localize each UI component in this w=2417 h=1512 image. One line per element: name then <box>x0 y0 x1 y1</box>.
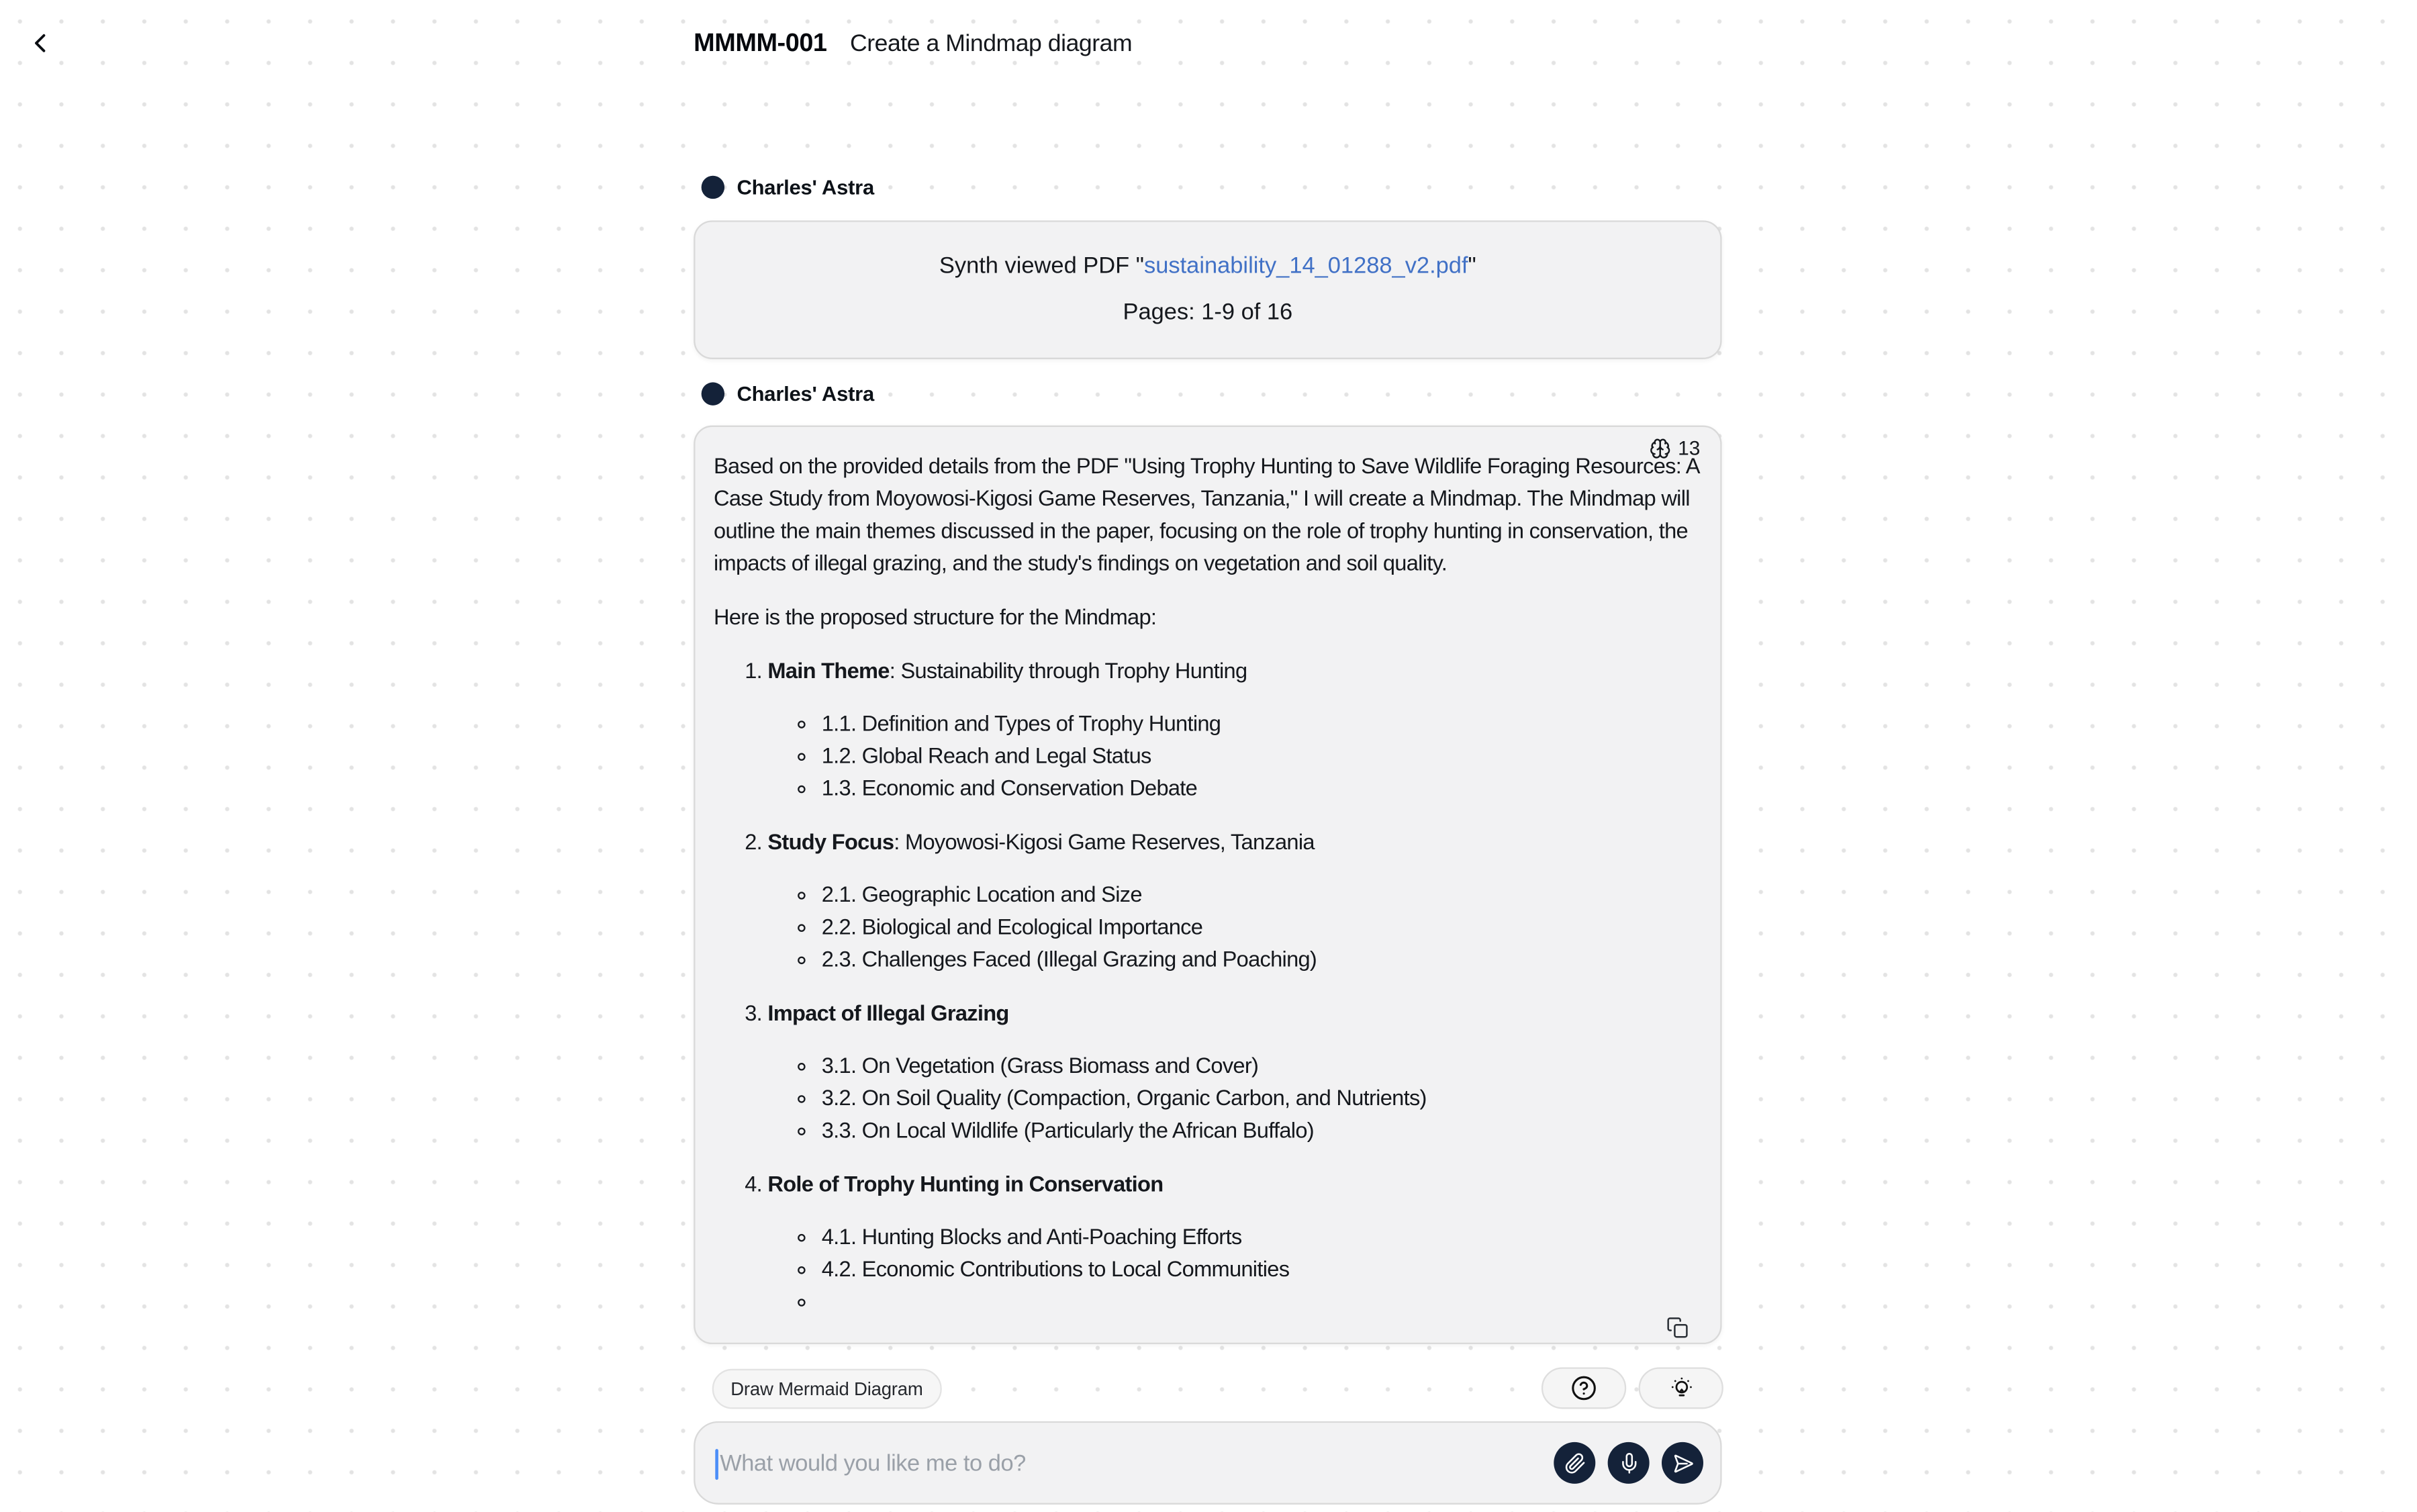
outline-subitem: ◦ 3.1. On Vegetation (Grass Biomass and Cover) <box>822 1051 1702 1084</box>
chevron-left-icon <box>25 28 62 58</box>
outline-subitem <box>822 1287 1702 1319</box>
outline-subitem: ◦ 3.2. On Soil Quality (Compaction, Organic Carbon, and Nutrients) <box>822 1084 1702 1116</box>
task-code: MMMM-001 <box>694 29 827 57</box>
pdf-link[interactable]: sustainability_14_01288_v2.pdf <box>1144 252 1468 279</box>
brain-icon <box>1649 437 1670 459</box>
outline-subitem: ◦ 1.1. Definition and Types of Trophy Hunting <box>822 709 1702 741</box>
text-caret <box>715 1449 718 1480</box>
copy-icon <box>1666 1316 1691 1338</box>
outline-subitem: ◦ 1.2. Global Reach and Legal Status <box>822 741 1702 773</box>
event-line-1 <box>695 244 1720 290</box>
avatar <box>702 176 724 199</box>
lightbulb-icon <box>1667 1374 1695 1402</box>
outline-subitem: ◦ 3.3. On Local Wildlife (Particularly the African Buffalo) <box>822 1116 1702 1148</box>
outline-item: 1. Main Theme: Sustainability through Trophy Hunting ◦ 1.1. Definition and Types of Trophy Hunting ◦ 1.2. Global Reach and Legal Status ◦ 1.3. Economic and Conservation Debate <box>767 657 1701 806</box>
help-icon <box>1571 1375 1597 1401</box>
token-badge <box>1649 436 1701 459</box>
outline-sublist <box>767 1051 1701 1149</box>
outline-subitem: ◦ 2.2. Biological and Ecological Importance <box>822 912 1702 945</box>
outline-list <box>714 657 1702 1319</box>
outline-subitem: ◦ 1.3. Economic and Conservation Debate <box>822 774 1702 806</box>
attach-button[interactable] <box>1554 1442 1595 1484</box>
event-text-prefix: Synth viewed PDF " <box>939 252 1145 279</box>
sender-name: Charles' Astra <box>737 175 875 199</box>
event-text-suffix: " <box>1468 252 1476 279</box>
back-button[interactable] <box>25 25 62 62</box>
sender-row <box>702 382 874 405</box>
outline-sublist <box>767 709 1701 806</box>
token-count: 13 <box>1678 436 1701 460</box>
hint-button[interactable] <box>1639 1367 1723 1409</box>
outline-sublist <box>767 880 1701 978</box>
outline-subitem: ◦ 4.2. Economic Contributions to Local Communities <box>822 1255 1702 1287</box>
avatar <box>702 382 724 405</box>
page-title: Create a Mindmap diagram <box>849 30 1133 57</box>
outline-item: 4. Role of Trophy Hunting in Conservation ◦ 4.1. Hunting Blocks and Anti-Poaching Efforts ◦ 4.2. Economic Contributions to Local Communities ◦ <box>767 1170 1701 1320</box>
assistant-message-card <box>694 426 1721 1344</box>
suggestion-chip[interactable]: Draw Mermaid Diagram <box>712 1369 941 1409</box>
event-card <box>694 220 1721 359</box>
help-button[interactable] <box>1542 1367 1626 1409</box>
paperclip-icon <box>1564 1452 1585 1474</box>
send-icon <box>1672 1452 1693 1474</box>
sender-row <box>702 176 874 199</box>
outline-sublist <box>767 1223 1701 1320</box>
outline-subitem: ◦ 2.1. Geographic Location and Size <box>822 880 1702 912</box>
mic-button[interactable] <box>1608 1442 1650 1484</box>
outline-subitem: ◦ 4.1. Hunting Blocks and Anti-Poaching Efforts <box>822 1223 1702 1255</box>
message-paragraph: Here is the proposed structure for the Mindmap: <box>714 606 1157 631</box>
message-paragraph: Based on the provided details from the PDF "Using Trophy Hunting to Save Wildlife Foraging Resources: A Case Study from Moyowosi-Kigosi Game Reserves, Tanzania," I will create a Mindmap. The Mindmap will outline the main themes discussed in the paper, focusing on the role of trophy hunting in conservation, the impacts of illegal grazing, and the study's findings on vegetation and soil quality. <box>714 455 1699 577</box>
message-input[interactable] <box>720 1423 1382 1503</box>
sender-name: Charles' Astra <box>737 382 875 406</box>
event-line-2: Pages: 1-9 of 16 <box>1123 299 1293 326</box>
outline-item: 2. Study Focus: Moyowosi-Kigosi Game Reserves, Tanzania ◦ 2.1. Geographic Location and Size ◦ 2.2. Biological and Ecological Importance ◦ 2.3. Challenges Faced (Illegal Grazing and Poaching) <box>767 828 1701 978</box>
microphone-icon <box>1618 1452 1640 1474</box>
send-button[interactable] <box>1662 1442 1703 1484</box>
outline-item: 3. Impact of Illegal Grazing ◦ 3.1. On Vegetation (Grass Biomass and Cover) ◦ 3.2. On Soil Quality (Compaction, Organic Carbon, and Nutrients) ◦ 3.3. On Local Wildlife (Particularly the African Buffalo) <box>767 999 1701 1149</box>
outline-subitem: ◦ 2.3. Challenges Faced (Illegal Grazing and Poaching) <box>822 945 1702 977</box>
copy-button[interactable] <box>1666 1315 1691 1339</box>
composer-buttons <box>1554 1442 1703 1484</box>
composer <box>694 1421 1721 1505</box>
header-titles <box>694 30 1132 59</box>
